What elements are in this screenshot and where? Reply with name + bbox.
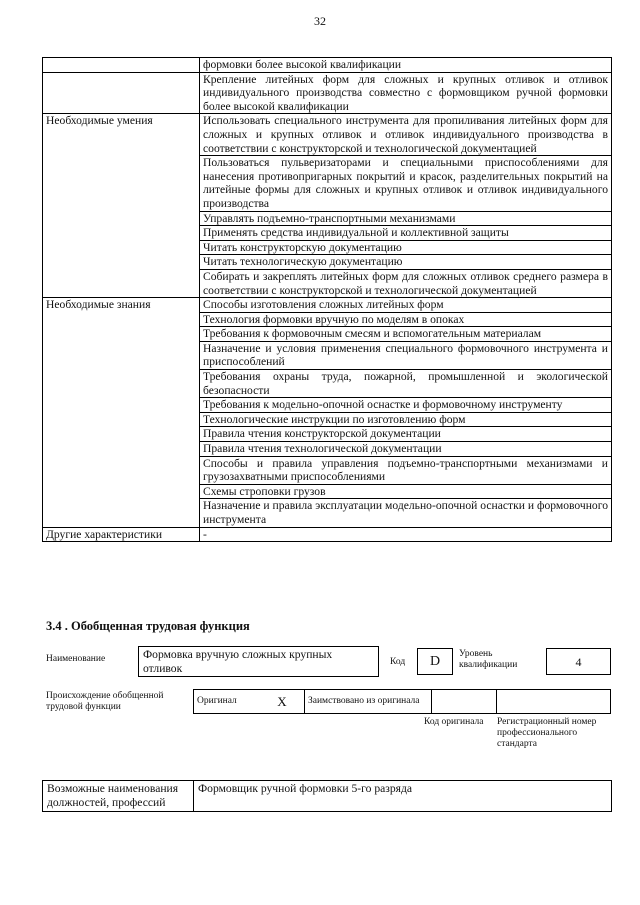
skill-item: Собирать и закреплять литейных форм для сложных отливок среднего размера в соответствии с конструкторской и технологической документацией: [200, 269, 612, 297]
reg-number-cell: [497, 690, 611, 714]
code-label: Код: [390, 657, 406, 667]
table-row: [43, 781, 612, 812]
table-row: [43, 298, 612, 313]
table-row: [43, 72, 612, 114]
other-value: -: [200, 527, 612, 542]
skill-item: Читать технологическую документацию: [200, 255, 612, 270]
knowledge-item: Назначение и условия применения специального формовочного инструмента и приспособлений: [200, 341, 612, 369]
knowledge-item: Требования к модельно-опочной оснастке и формовочному инструменту: [200, 398, 612, 413]
skill-item: Читать конструкторскую документацию: [200, 240, 612, 255]
empty-category-cell: [43, 58, 200, 73]
skills-table: [42, 57, 612, 542]
knowledge-item: Требования к формовочным смесям и вспомогательным материалам: [200, 327, 612, 342]
original-label: Оригинал: [194, 690, 261, 714]
name-label: Наименование: [46, 654, 106, 664]
skill-item: Управлять подъемно-транспортными механизмами: [200, 211, 612, 226]
section-heading: 3.4 . Обобщенная трудовая функция: [46, 619, 250, 633]
level-label: Уровень квалификации: [459, 649, 518, 670]
continued-item: Крепление литейных форм для сложных и крупных отливок и отливок индивидуального производства совместно с формовщиком ручной формовки более высокой квалификации: [200, 72, 612, 114]
knowledge-item: Способы изготовления сложных литейных форм: [200, 298, 612, 313]
origin-label: Происхождение обобщенной трудовой функции: [46, 691, 164, 712]
skill-item: Использовать специального инструмента для пропиливания литейных форм для сложных и крупных отливок и отливок индивидуального производства в соответствии с конструкторской и технологической документацией: [200, 114, 612, 156]
knowledge-item: Требования охраны труда, пожарной, промышленной и экологической безопасности: [200, 370, 612, 398]
origin-code-cell: [432, 690, 497, 714]
level-value: 4: [546, 648, 611, 675]
page-number: 32: [314, 14, 326, 28]
empty-category-cell: [43, 72, 200, 114]
table-row: [43, 527, 612, 542]
skill-item: Пользоваться пульверизаторами и специальными приспособлениями для нанесения противопригарных покрытий и красок, разделительных покрытий на литейные формы для сложных и крупных отливок и отливок индивидуального производства: [200, 156, 612, 211]
table-row: [43, 114, 612, 156]
origin-table: [193, 689, 611, 714]
skills-label: Необходимые умения: [43, 114, 200, 298]
knowledge-item: Назначение и правила эксплуатации модельно-опочной оснастки и формовочного инструмента: [200, 499, 612, 527]
knowledge-item: Способы и правила управления подъемно-транспортными механизмами и грузозахватными приспособлениями: [200, 456, 612, 484]
borrowed-label: Заимствовано из оригинала: [305, 690, 432, 714]
knowledge-label: Необходимые знания: [43, 298, 200, 528]
knowledge-item: Технологические инструкции по изготовлению форм: [200, 412, 612, 427]
positions-label: Возможные наименования должностей, профессий: [43, 781, 194, 812]
continued-item: формовки более высокой квалификации: [200, 58, 612, 73]
knowledge-item: Технология формовки вручную по моделям в опоках: [200, 312, 612, 327]
knowledge-item: Правила чтения конструкторской документации: [200, 427, 612, 442]
original-mark: X: [260, 690, 305, 714]
positions-value: Формовщик ручной формовки 5-го разряда: [194, 781, 612, 812]
name-value: Формовка вручную сложных крупных отливок: [138, 646, 379, 677]
table-row: [194, 690, 611, 714]
skill-item: Применять средства индивидуальной и коллективной защиты: [200, 226, 612, 241]
origin-code-label: Код оригинала: [424, 717, 484, 727]
other-label: Другие характеристики: [43, 527, 200, 542]
code-value: D: [417, 648, 453, 675]
knowledge-item: Правила чтения технологической документации: [200, 442, 612, 457]
positions-table: [42, 780, 612, 812]
knowledge-item: Схемы строповки грузов: [200, 484, 612, 499]
reg-number-label: Регистрационный номер профессионального стандарта: [497, 717, 597, 749]
table-row: [43, 58, 612, 73]
